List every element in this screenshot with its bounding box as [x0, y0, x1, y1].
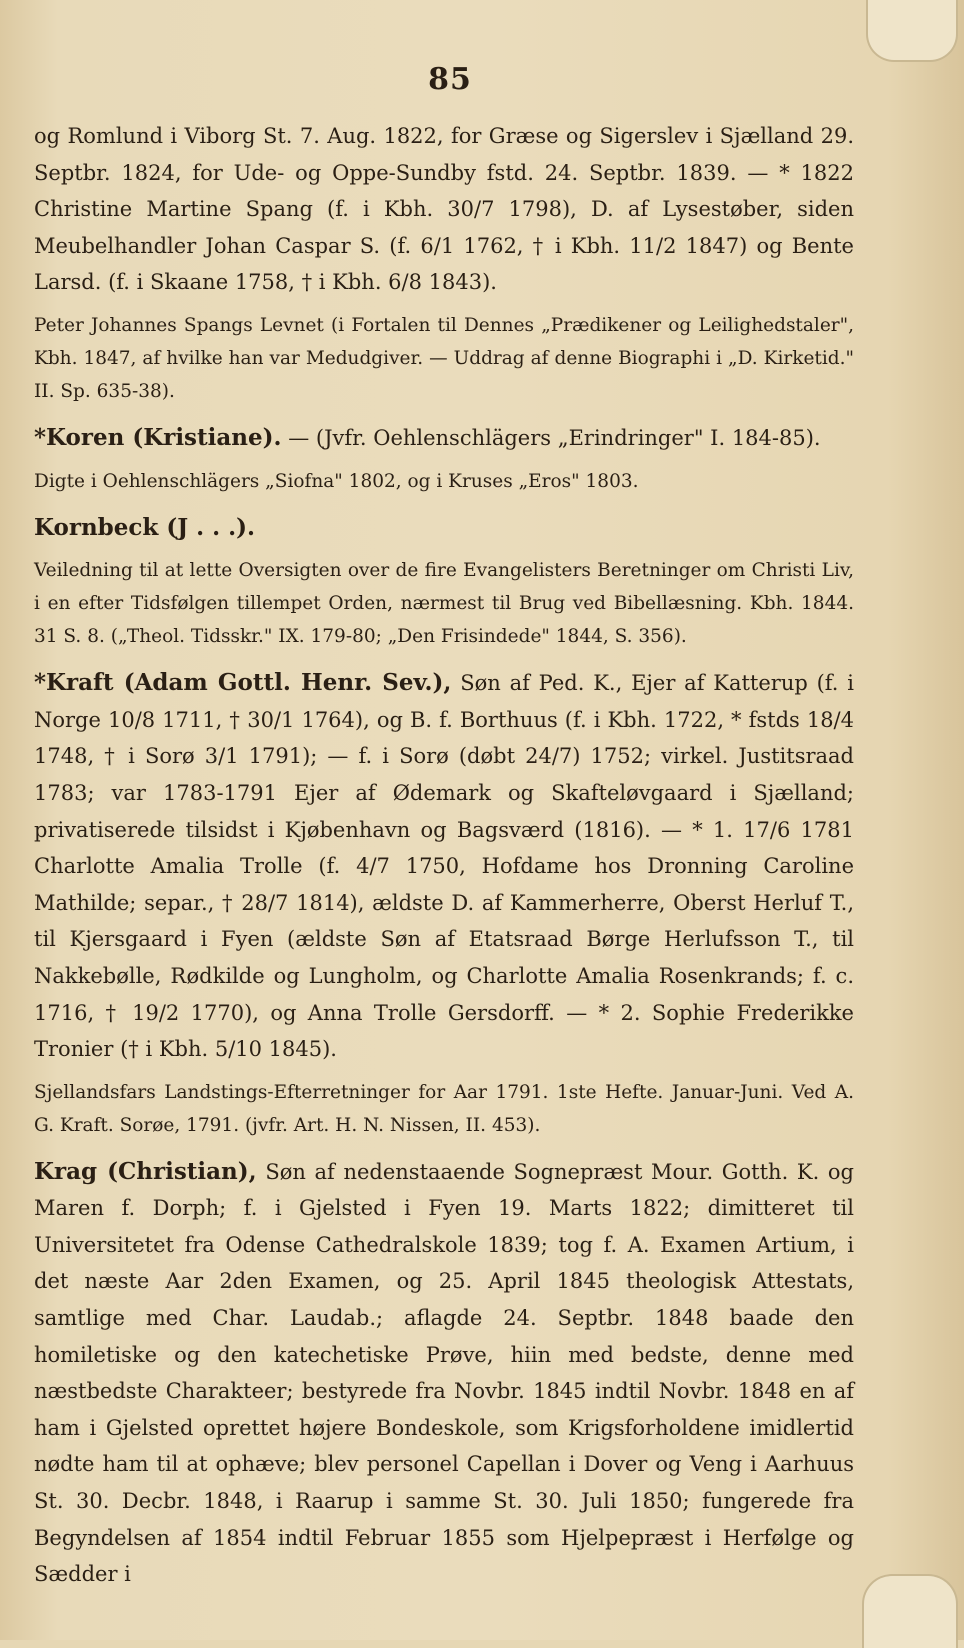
page-tab-top: [866, 0, 958, 62]
page-number: 85: [428, 62, 472, 97]
page-tab-bottom: [862, 1574, 958, 1648]
entry-body: — (Jvfr. Oehlenschlägers „Erindringer" I. 184-85).: [288, 425, 821, 450]
paragraph-romlund: og Romlund i Viborg St. 7. Aug. 1822, for Græse og Sigerslev i Sjælland 29. Septbr. 1824, for Ude- og Oppe-Sundby fstd. 24. Septbr. 1839. — * 1822 Christine Martine Spang (f. i Kbh. 30/7 1798), D. af Lysestøber, siden Meubelhandler Johan Caspar S. (f. 6/1 1762, † i Kbh. 11/2 1847) og Bente Larsd. (f. i Skaane 1758, † i Kbh. 6/8 1843).: [34, 124, 854, 295]
entry-kornbeck-note: Veiledning til at lette Oversigten over de fire Evangelisters Beretninger om Christi Liv, i en efter Tidsfølgen tillempet Orden, nærmest til Brug ved Bibellæsning. Kbh. 1844. 31 S. 8. („Theol. Tidsskr." IX. 179-80; „Den Frisindede" 1844, S. 356).: [34, 560, 854, 648]
paragraph-spang-note: Peter Johannes Spangs Levnet (i Fortalen til Dennes „Prædikener og Leilighedstaler", Kbh. 1847, af hvilke han var Medudgiver. — Uddrag af denne Biographi i „D. Kirketid." II. Sp. 635-38).: [34, 314, 854, 402]
entry-koren-note: Digte i Oehlenschlägers „Siofna" 1802, og i Kruses „Eros" 1803.: [34, 470, 639, 492]
entry-body: Søn af nedenstaaende Sognepræst Mour. Gotth. K. og Maren f. Dorph; f. i Gjelsted i Fyen 19. Marts 1822; dimitteret til Universitetet fra Odense Cathedralskole 1839; tog f. A. Examen Artium, i det næste Aar 2den Examen, og 25. April 1845 theologisk Attestats, samtlige med Char. Laudab.; aflagde 24. Septbr. 1848 baade den homiletiske og den katechetiske Prøve, hiin med bedste, denne med næstbedste Charakteer; bestyrede fra Novbr. 1845 indtil Novbr. 1848 en af ham i Gjelsted oprettet højere Bondeskole, som Krigsforholdene imidlertid nødte ham til at ophæve; blev personel Capellan i Dover og Veng i Aarhuus St. 30. Decbr. 1848, i Raarup i samme St. 30. Juli 1850; fungerede fra Begyndelsen af 1854 indtil Februar 1855 som Hjelpepræst i Herfølge og Sædder i: [34, 1159, 854, 1587]
entry-heading: Kornbeck (J . . .).: [34, 513, 256, 541]
page-text: [34, 118, 854, 1593]
entry-kraft-note: Sjellandsfars Landstings-Efterretninger for Aar 1791. 1ste Hefte. Januar-Juni. Ved A. G. Kraft. Sorøe, 1791. (jvfr. Art. H. N. Nissen, II. 453).: [34, 1081, 854, 1136]
entry-heading: *Koren (Kristiane).: [34, 423, 282, 451]
entry-kraft: [34, 665, 854, 1068]
entry-krag: [34, 1154, 854, 1593]
entry-koren: [34, 420, 854, 457]
entry-heading: *Kraft (Adam Gottl. Henr. Sev.),: [34, 669, 452, 697]
entry-body: Søn af Ped. K., Ejer af Katterup (f. i Norge 10/8 1711, † 30/1 1764), og B. f. Borthuus (f. i Kbh. 1722, * fstds 18/4 1748, † i Sorø 3/1 1791); — f. i Sorø (døbt 24/7) 1752; virkel. Justitsraad 1783; var 1783-1791 Ejer af Ødemark og Skafteløvgaard i Sjælland; privatiserede tilsidst i Kjøbenhavn og Bagsværd (1816). — * 1. 17/6 1781 Charlotte Amalia Trolle (f. 4/7 1750, Hofdame hos Dronning Caroline Mathilde; separ., † 28/7 1814), ældste D. af Kammerherre, Oberst Herluf T., til Kjersgaard i Fyen (ældste Søn af Etatsraad Børge Herlufsson T., til Nakkebølle, Rødkilde og Lungholm, og Charlotte Amalia Rosenkrands; f. c. 1716, † 19/2 1770), og Anna Trolle Gersdorff. — * 2. Sophie Frederikke Tronier († i Kbh. 5/10 1845).: [34, 671, 855, 1062]
entry-kornbeck: [34, 510, 854, 547]
entry-heading: Krag (Christian),: [34, 1157, 257, 1185]
